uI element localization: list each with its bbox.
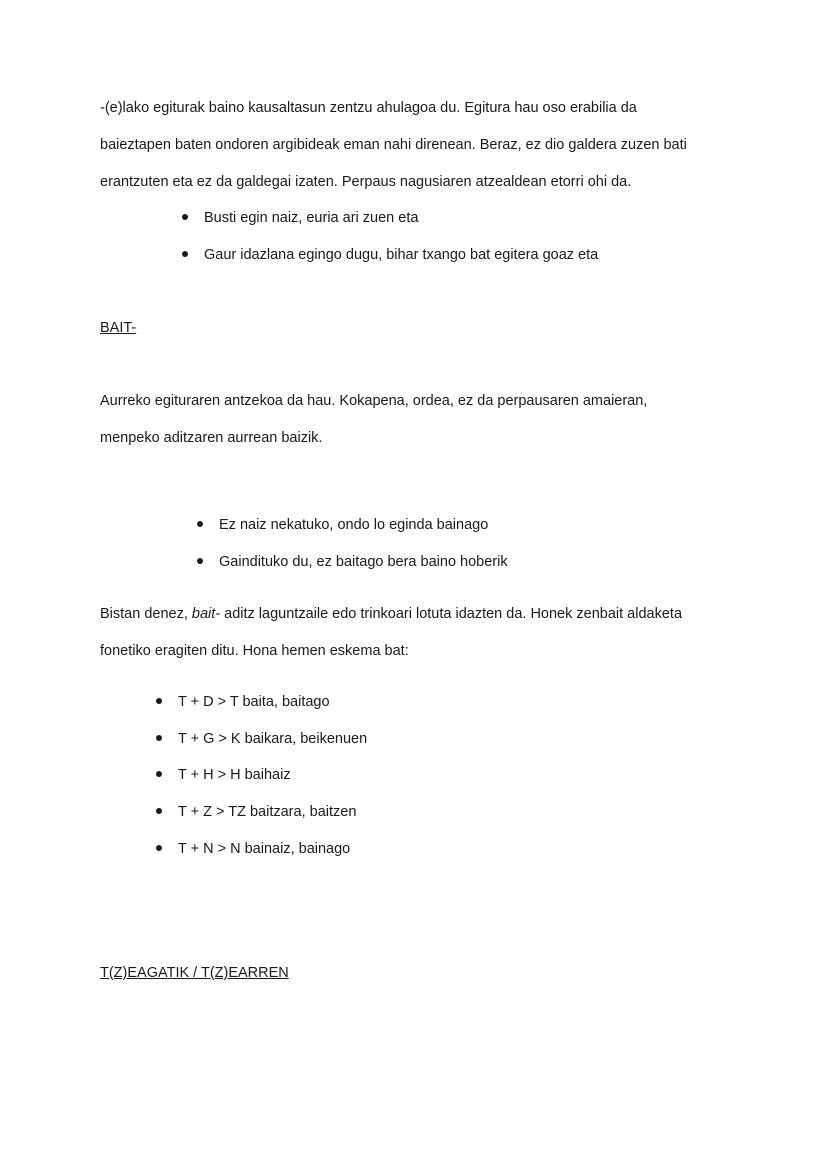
intro-line-1: -(e)lako egiturak baino kausaltasun zentzu ahulagoa du. Egitura hau oso erabilia da (100, 100, 637, 116)
bait-example-item (197, 515, 488, 535)
eta-example-text: Gaur idazlana egingo dugu, bihar txango bat egitera goaz eta (204, 247, 599, 263)
scheme-item (156, 692, 330, 712)
scheme-item-text: T + N > N bainaiz, bainago (178, 841, 351, 857)
bullet-icon (156, 698, 162, 704)
bait-heading: BAIT- (100, 320, 137, 336)
bait-example-text: Ez naiz nekatuko, ondo lo eginda bainago (219, 517, 489, 533)
bullet-icon (156, 735, 162, 741)
bait-note-line-1 (100, 604, 682, 624)
scheme-item (156, 729, 367, 749)
scheme-item (156, 839, 350, 859)
bullet-icon (156, 845, 162, 851)
scheme-item (156, 765, 291, 785)
bait-note-text: aditz laguntzaile edo trinkoari lotuta idazten da. Honek zenbait aldaketa (220, 606, 683, 622)
bullet-icon (182, 214, 188, 220)
bait-note-text: Bistan denez, (100, 606, 192, 622)
tzeagatik-heading: T(Z)EAGATIK / T(Z)EARREN (100, 965, 289, 981)
bait-example-item (197, 552, 508, 572)
bullet-icon (197, 558, 203, 564)
scheme-item-text: T + H > H baihaiz (178, 767, 291, 783)
scheme-item-text: T + Z > TZ baitzara, baitzen (178, 804, 357, 820)
scheme-item-text: T + D > T baita, baitago (178, 694, 330, 710)
eta-example-item (182, 245, 598, 265)
scheme-item-text: T + G > K baikara, beikenuen (178, 731, 368, 747)
bait-paragraph-line-1: Aurreko egituraren antzekoa da hau. Kokapena, ordea, ez da perpausaren amaieran, (100, 393, 648, 409)
intro-line-3: erantzuten eta ez da galdegai izaten. Perpaus nagusiaren atzealdean etorri ohi da. (100, 174, 632, 190)
bait-italic-term: bait- (191, 606, 221, 622)
intro-line-2: baieztapen baten ondoren argibideak eman nahi direnean. Beraz, ez dio galdera zuzen bati (100, 137, 687, 153)
bait-note-line-2: fonetiko eragiten ditu. Hona hemen eskema bat: (100, 643, 409, 659)
bullet-icon (156, 771, 162, 777)
bullet-icon (197, 521, 203, 527)
bait-paragraph-line-2: menpeko aditzaren aurrean baizik. (100, 430, 323, 446)
bullet-icon (182, 251, 188, 257)
bullet-icon (156, 808, 162, 814)
bait-example-text: Gaindituko du, ez baitago bera baino hoberik (219, 554, 508, 570)
eta-example-item (182, 208, 418, 228)
scheme-item (156, 802, 356, 822)
eta-example-text: Busti egin naiz, euria ari zuen eta (204, 210, 419, 226)
